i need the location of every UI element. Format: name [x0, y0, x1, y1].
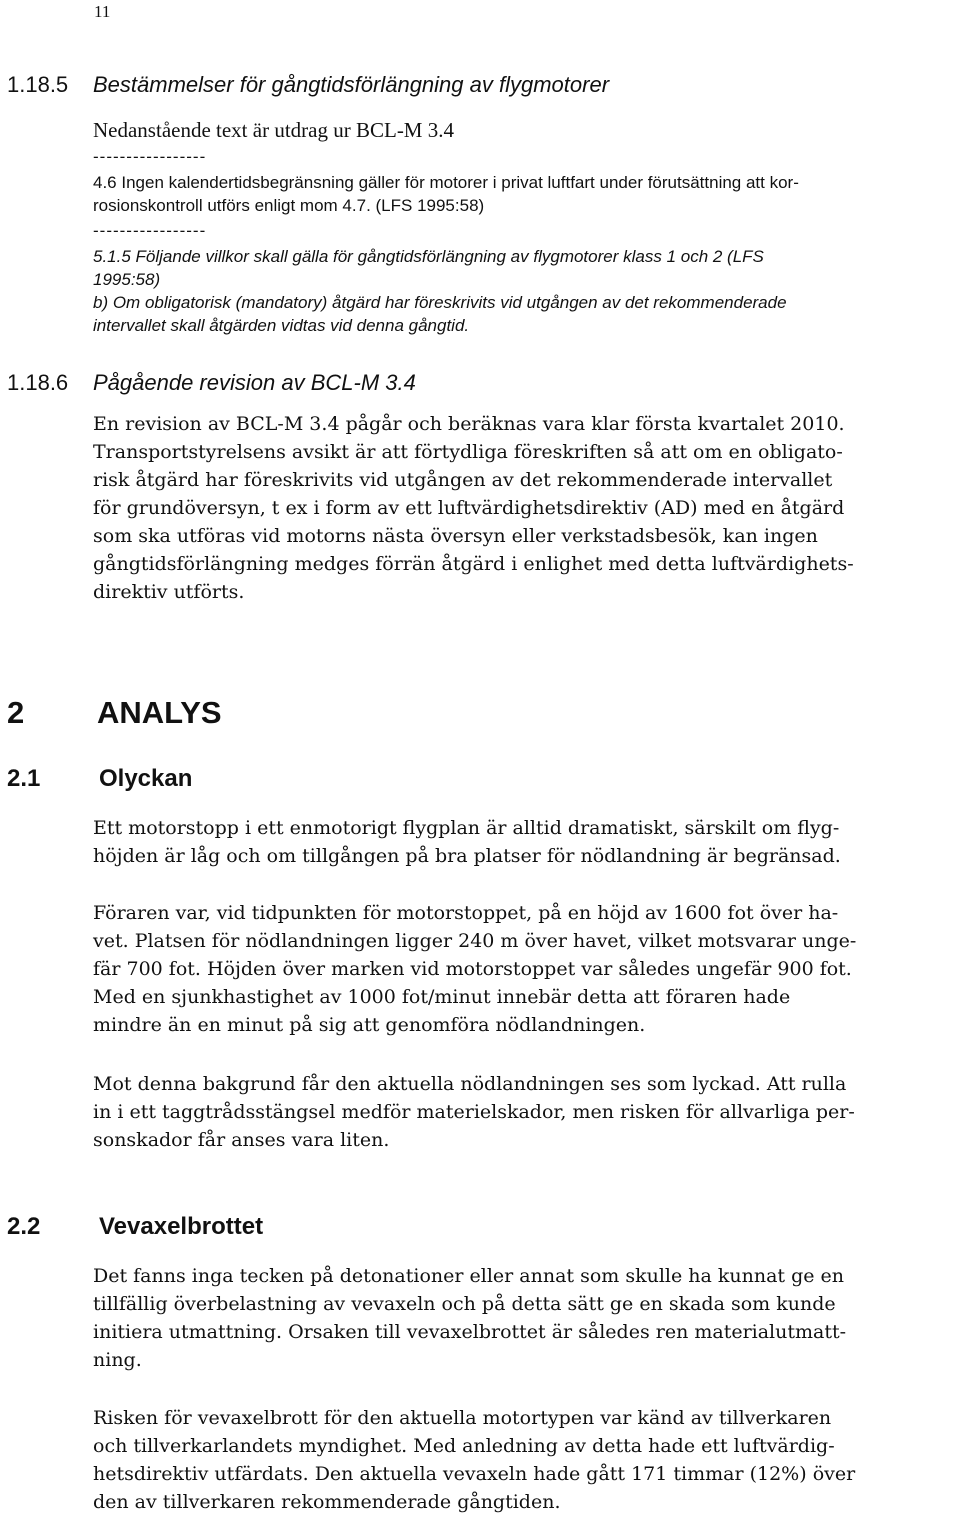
section-title: Pågående revision av BCL-M 3.4 — [93, 370, 416, 395]
paragraph-line: Det fanns inga tecken på detonationer eller annat som skulle ha kunnat ge en — [93, 1265, 845, 1287]
section-number: 2.1 — [7, 765, 41, 792]
section-number: 2.2 — [7, 1213, 41, 1240]
paragraph-line: fär 700 fot. Höjden över marken vid motorstoppet var således ungefär 900 fot. — [93, 958, 852, 980]
paragraph-line: ning. — [93, 1349, 142, 1371]
section-title: Olyckan — [99, 765, 193, 792]
paragraph-line: för grundöversyn, t ex i form av ett luftvärdighetsdirektiv (AD) med en åtgärd — [93, 497, 845, 519]
revision-paragraph — [93, 410, 955, 606]
section-number: 1.18.6 — [7, 370, 69, 395]
paragraph-line: hetsdirektiv utfärdats. Den aktuella vevaxeln hade gått 171 timmar (12%) över — [93, 1463, 856, 1485]
olyckan-paragraph-2 — [93, 899, 955, 1039]
paragraph-line: Transportstyrelsens avsikt är att förtydliga föreskriften så att om en obligato- — [93, 441, 843, 463]
paragraph-line: den av tillverkaren rekommenderade gångtiden. — [93, 1491, 561, 1513]
intro-text: Nedanstående text är utdrag ur BCL-M 3.4 — [93, 118, 454, 142]
quote-line: rosionskontroll utförs enligt mom 4.7. (LFS 1995:58) — [93, 196, 485, 215]
paragraph-line: tillfällig överbelastning av vevaxeln och på detta sätt ge en skada som kunde — [93, 1293, 836, 1315]
quote-line: intervallet skall åtgärden vidtas vid denna gångtid. — [93, 316, 470, 335]
quote-line: 1995:58) — [93, 270, 161, 289]
chapter-number: 2 — [7, 695, 25, 730]
quote-4-6 — [93, 171, 799, 217]
paragraph-line: mindre än en minut på sig att genomföra nödlandningen. — [93, 1014, 646, 1036]
olyckan-paragraph-3 — [93, 1070, 955, 1154]
paragraph-line: som ska utföras vid motorns nästa översyn eller verkstadsbesök, kan ingen — [93, 525, 818, 547]
quote-line: b) Om obligatorisk (mandatory) åtgärd har föreskrivits vid utgången av det rekommenderade — [93, 293, 787, 312]
section-2-2-heading — [7, 1213, 263, 1241]
paragraph-line: direktiv utförts. — [93, 581, 245, 603]
separator-dashes: ----------------- — [93, 147, 207, 166]
paragraph-line: Föraren var, vid tidpunkten för motorstoppet, på en höjd av 1600 fot över ha- — [93, 902, 839, 924]
section-1-18-5-heading — [7, 72, 609, 98]
paragraph-line: Risken för vevaxelbrott för den aktuella motortypen var känd av tillverkaren — [93, 1407, 832, 1429]
vevaxel-paragraph-2 — [93, 1404, 955, 1516]
quote-line: 4.6 Ingen kalendertidsbegränsning gäller för motorer i privat luftfart under förutsättning att kor- — [93, 173, 799, 192]
quote-line: 5.1.5 Följande villkor skall gälla för gångtidsförlängning av flygmotorer klass 1 och 2 (LFS — [93, 247, 764, 266]
paragraph-line: initiera utmattning. Orsaken till vevaxelbrottet är således ren materialutmatt- — [93, 1321, 847, 1343]
paragraph-line: En revision av BCL-M 3.4 pågår och beräknas vara klar första kvartalet 2010. — [93, 413, 845, 435]
quote-5-1-5 — [93, 245, 787, 337]
paragraph-line: Med en sjunkhastighet av 1000 fot/minut innebär detta att föraren hade — [93, 986, 791, 1008]
section-2-1-heading — [7, 765, 192, 793]
section-title: Vevaxelbrottet — [99, 1213, 264, 1240]
vevaxel-paragraph-1 — [93, 1262, 955, 1374]
chapter-2-heading — [7, 695, 222, 731]
paragraph-line: Mot denna bakgrund får den aktuella nödlandningen ses som lyckad. Att rulla — [93, 1073, 847, 1095]
chapter-title: ANALYS — [97, 695, 222, 730]
olyckan-paragraph-1 — [93, 814, 955, 870]
page-number: 11 — [94, 2, 111, 21]
paragraph-line: gångtidsförlängning medges förrän åtgärd i enlighet med detta luftvärdighets- — [93, 553, 854, 575]
paragraph-line: sonskador får anses vara liten. — [93, 1129, 390, 1151]
paragraph-line: in i ett taggtrådsstängsel medför materielskador, men risken för allvarliga per- — [93, 1101, 855, 1123]
section-number: 1.18.5 — [7, 72, 69, 97]
section-title: Bestämmelser för gångtidsförlängning av flygmotorer — [93, 72, 610, 97]
section-1-18-6-heading — [7, 370, 416, 396]
paragraph-line: höjden är låg och om tillgången på bra platser för nödlandning är begränsad. — [93, 845, 841, 867]
paragraph-line: och tillverkarlandets myndighet. Med anledning av detta hade ett luftvärdig- — [93, 1435, 835, 1457]
paragraph-line: vet. Platsen för nödlandningen ligger 240 m över havet, vilket motsvarar unge- — [93, 930, 857, 952]
separator-dashes: ----------------- — [93, 221, 207, 240]
paragraph-line: risk åtgärd har föreskrivits vid utgången av det rekommenderade intervallet — [93, 469, 833, 491]
paragraph-line: Ett motorstopp i ett enmotorigt flygplan är alltid dramatiskt, särskilt om flyg- — [93, 817, 840, 839]
